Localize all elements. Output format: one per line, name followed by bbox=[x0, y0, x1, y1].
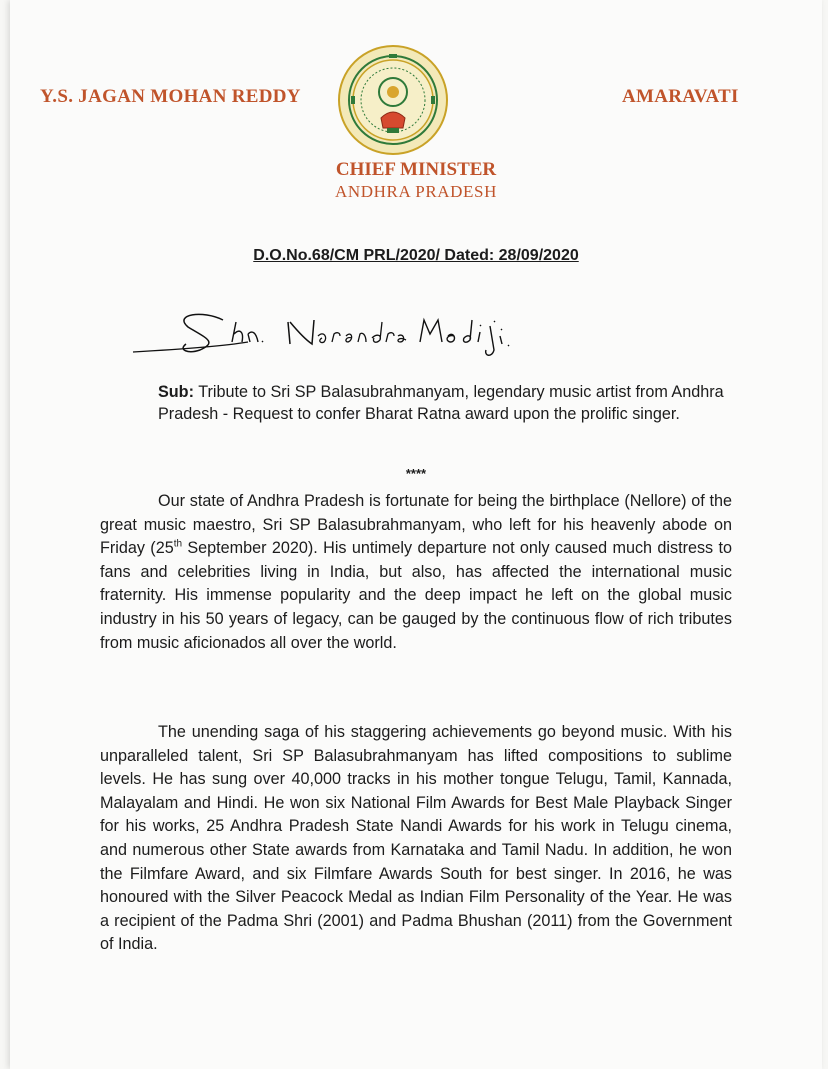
letter-page bbox=[10, 0, 822, 1069]
subject-label: Sub: bbox=[158, 383, 194, 401]
subject-block bbox=[158, 381, 738, 425]
section-separator: **** bbox=[405, 466, 427, 481]
paragraph-2: The unending saga of his staggering achievements go beyond music. With his unparalleled talent, Sri SP Balasubrahmanyam has lifted compositions to sublime levels. He has sung over 40,000 tracks in his mother tongue Telugu, Tamil, Kannada, Malayalam and Hindi. He won six National Film Awards for Best Male Playback Singer for his works, 25 Andhra Pradesh State Nandi Awards for his work in Telugu cinema, and numerous other State awards from Karnataka and Tamil Nadu. In addition, he won the Filmfare Award, and six Filmfare Awards South for best singer. In 2016, he was honoured with the Silver Peacock Medal as Indian Film Personality of the Year. He was a recipient of the Padma Shri (2001) and Padma Bhushan (2011) from the Government of India. bbox=[100, 723, 732, 954]
office-title: CHIEF MINISTER bbox=[335, 159, 497, 180]
sender-name: Y.S. JAGAN MOHAN REDDY bbox=[40, 86, 301, 107]
date-ordinal-suffix: th bbox=[173, 538, 183, 550]
handwritten-salutation bbox=[128, 292, 518, 362]
paragraph-1-part-1: Our state of Andhra Pradesh is fortunate for being the birthplace (Nellore) of the great music maestro, Sri SP Balasubrahmanyam, who left for his heavenly abode on Friday (25 bbox=[100, 492, 732, 558]
paragraph-1-part-2: September 2020). His untimely departure not only caused much distress to fans and celebrities living in India, but also, has affected the international music fraternity. His immense popularity and the deep impact he left on the global music industry in his 50 years of legacy, can be gauged by the continuous flow of rich tributes from music aficionados all over the world. bbox=[100, 539, 732, 652]
paragraph-1 bbox=[100, 490, 732, 655]
andhra-pradesh-emblem-icon bbox=[337, 44, 449, 156]
subject-text: Tribute to Sri SP Balasubrahmanyam, legendary music artist from Andhra Pradesh - Request to confer Bharat Ratna award upon the prolific singer. bbox=[158, 383, 724, 423]
location-title: AMARAVATI bbox=[622, 86, 739, 107]
reference-number: D.O.No.68/CM PRL/2020/ Dated: 28/09/2020 bbox=[253, 247, 579, 264]
office-subtitle: ANDHRA PRADESH bbox=[335, 182, 497, 201]
